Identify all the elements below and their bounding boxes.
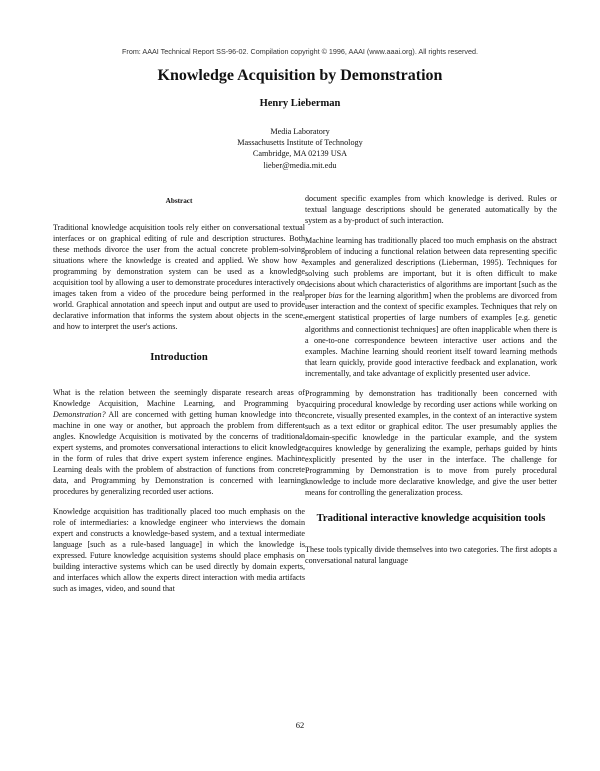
right-p2-text-a: Machine learning has traditionally placed too much emphasis on the abstract problem of inducing a functional relation between data representing specific examples and generalized descriptions (Lieberman, 1995). Techniques for solving such problems are important, but it is often difficult to make decisions about which characteristics of algorithms are important [such as the proper xyxy=(305,236,557,301)
intro-p1-emphasis: Demonstration? xyxy=(53,409,106,419)
author-name: Henry Lieberman xyxy=(259,98,341,109)
right-paragraph-3: Programming by demonstration has traditionally been concerned with acquiring procedural knowledge by recording user actions while working on concrete, visually presented examples, in the context of an interactive system such as a text editor or graphical editor. The user presumably applies the domain-specific knowledge in the particular example, and the system acquires knowledge by generalizing the example, perhaps guided by hints explicitly presented by the user in the interface. The challenge for Programming by Demonstration is to move from purely procedural knowledge to include more declarative knowledge, and give the user better means for controlling the generalization process. xyxy=(305,388,557,498)
left-column xyxy=(53,196,305,603)
affiliation-lab: Media Laboratory xyxy=(270,127,330,136)
right-paragraph-1: document specific examples from which knowledge is derived. Rules or textual language descriptions should be generated automatically by the system as a by-product of such interaction. xyxy=(305,194,557,226)
affiliation-email: lieber@media.mit.edu xyxy=(263,160,337,170)
affiliation-institute: Massachusetts Institute of Technology xyxy=(237,138,363,148)
right-paragraph-4: These tools typically divide themselves into two categories. The first adopts a conversational natural language xyxy=(305,545,557,566)
intro-paragraph-2: Knowledge acquisition has traditionally placed too much emphasis on the role of intermediaries: a knowledge engineer who interviews the domain expert and constructs a knowledge-based system, and a textual intermediate language [such as a rule-based language] in which the knowledge is expressed. Future knowledge acquisition systems should place emphasis on building interactive systems which can be used directly by domain experts, and interfaces which allow the experts direct interaction with media artifacts such as images, video, and sound that xyxy=(53,506,305,594)
right-column xyxy=(305,193,557,575)
affiliation-city: Cambridge, MA 02139 USA xyxy=(252,149,348,159)
paper-title: Knowledge Acquisition by Demonstration xyxy=(157,67,443,84)
section-heading-introduction: Introduction xyxy=(150,351,208,363)
page-number: 62 xyxy=(295,720,305,730)
abstract-heading: Abstract xyxy=(165,197,193,205)
intro-p1-text-b: All are concerned with getting human knowledge into the machine in one way or another, but approach the problem from different angles. Knowledge Acquisition is motivated by the concerns of traditional expert systems, and promotes conversational interactions to elicit knowledge in the form of rules that drive expert system inference engines. Machine Learning deals with the problem of abstraction of functions from concrete data, and Programming by Demonstration is concerned with learning procedures by generalizing recorded user actions. xyxy=(53,409,305,496)
section-heading-traditional-tools: Traditional interactive knowledge acquisition tools xyxy=(316,513,546,525)
right-p2-emphasis: bias xyxy=(328,291,342,301)
intro-paragraph-1 xyxy=(53,387,305,497)
right-p2-text-b: for the learning algorithm] when the problems are divorced from user interaction and the context of specific examples. Techniques that rely on emergent statistical properties of large numbers of examples [e.g. genetic algorithms and connectionist techniques] are often inapplicable when there is a one-to-one correspondence bewteen interactive user actions and the examples. Machine learning should reorient itself toward learning methods that learn quickly, provide good interactive feedback and explanation, work incrementally, and take advantage of explicitly presented user advice. xyxy=(305,291,557,378)
copyright-header: From: AAAI Technical Report SS-96-02. Compilation copyright © 1996, AAAI (www.aaai.org). All rights reserved. xyxy=(122,47,478,56)
intro-p1-text-a: What is the relation between the seemingly disparate research areas of Knowledge Acquisition, Machine Learning, and Programming by xyxy=(53,387,305,408)
abstract-paragraph: Traditional knowledge acquisition tools rely either on conversational textual interfaces or on graphical editing of rule and description structures. Both these methods divorce the user from the actual concrete problem-solving situations where the knowledge is created and applied. We show how a programming by demonstration system can be used as a knowledge acquisition tool by allowing a user to demonstrate procedures interactively on images taken from a video of the procedure being performed in the real world. Graphical annotation and speech input and output are used to provide declarative information that informs the system about objects in the scene, and how to interpret the user's actions. xyxy=(53,223,305,332)
right-paragraph-2 xyxy=(305,235,557,379)
affiliation xyxy=(0,126,600,171)
